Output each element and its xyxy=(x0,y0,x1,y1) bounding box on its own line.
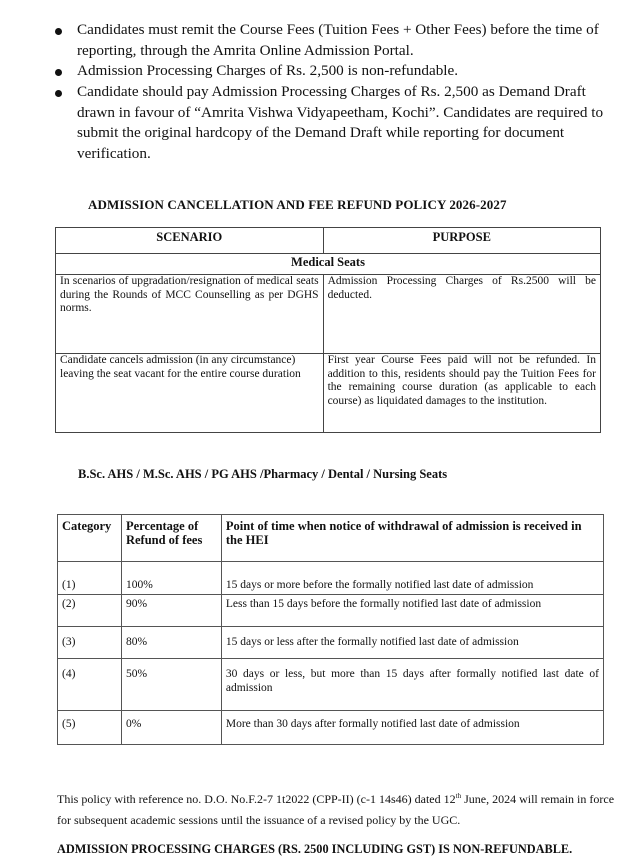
scenario-cell: In scenarios of upgradation/resignation of medical seats during the Rounds of MCC Counselling as per DGHS norms. xyxy=(56,275,324,354)
category-cell: (3) xyxy=(58,627,122,659)
percentage-cell: 80% xyxy=(121,627,221,659)
point-cell: More than 30 days after formally notified last date of admission xyxy=(221,711,603,745)
category-cell: (4) xyxy=(58,659,122,711)
non-refundable-note: ADMISSION PROCESSING CHARGES (RS. 2500 INCLUDING GST) IS NON-REFUNDABLE. xyxy=(57,842,573,856)
table-row xyxy=(58,562,604,595)
table-row xyxy=(58,595,604,627)
policy-reference-note xyxy=(57,786,617,831)
table-row xyxy=(58,659,604,711)
bullet-course-fees: Candidates must remit the Course Fees (Tuition Fees + Other Fees) before the time of reporting, through the Amrita Online Admission Portal. xyxy=(77,21,599,59)
purpose-cell: Admission Processing Charges of Rs.2500 will be deducted. xyxy=(323,275,600,354)
point-cell: 15 days or less after the formally notified last date of admission xyxy=(221,627,603,659)
table-row xyxy=(58,627,604,659)
table-header-row xyxy=(58,515,604,562)
column-header-purpose: PURPOSE xyxy=(323,228,600,254)
bullet-processing-charges: Admission Processing Charges of Rs. 2,500 is non-refundable. xyxy=(77,62,459,79)
table-row xyxy=(56,354,601,433)
percentage-cell: 100% xyxy=(121,562,221,595)
point-cell: Less than 15 days before the formally notified last date of admission xyxy=(221,595,603,627)
column-header-scenario: SCENARIO xyxy=(56,228,324,254)
category-cell: (1) xyxy=(58,562,122,595)
column-header-point-of-time: Point of time when notice of withdrawal of admission is received in the HEI xyxy=(221,515,603,562)
purpose-cell: First year Course Fees paid will not be refunded. In addition to this, residents should pay the Tuition Fees for the remaining course duration (as applicable to each course) as liquidated damages to the institution. xyxy=(323,354,600,433)
policy-reference-sup: th xyxy=(455,792,462,800)
table-row xyxy=(58,711,604,745)
policy-reference-text-end: June, 2024 will remain in force for subsequent academic sessions until the issuance of a revised policy by the UGC. xyxy=(57,792,615,827)
bullet-dot xyxy=(55,28,62,35)
medical-seats-table xyxy=(55,227,601,433)
bullet-dot xyxy=(55,69,62,76)
percentage-cell: 50% xyxy=(121,659,221,711)
ahs-seats-heading: B.Sc. AHS / M.Sc. AHS / PG AHS /Pharmacy / Dental / Nursing Seats xyxy=(78,467,448,481)
percentage-cell: 0% xyxy=(121,711,221,745)
table-header-row xyxy=(56,228,601,254)
bullet-demand-draft: Candidate should pay Admission Processing Charges of Rs. 2,500 as Demand Draft drawn in favour of “Amrita Vishwa Vidyapeetham, Kochi”. Candidates are required to submit the original hardcopy of the Demand Draft while reporting for document verification. xyxy=(77,83,604,162)
policy-reference-text: This policy with reference no. D.O. No.F.2-7 1t2022 (CPP-II) (c-1 14s46) dated 12 xyxy=(57,792,456,806)
column-header-category: Category xyxy=(58,515,122,562)
table-row xyxy=(56,275,601,354)
policy-heading: ADMISSION CANCELLATION AND FEE REFUND POLICY 2026-2027 xyxy=(88,197,507,212)
refund-table xyxy=(57,514,604,745)
bullet-dot xyxy=(55,90,62,97)
percentage-cell: 90% xyxy=(121,595,221,627)
scenario-cell: Candidate cancels admission (in any circumstance) leaving the seat vacant for the entire course duration xyxy=(56,354,324,433)
column-header-percentage: Percentage of Refund of fees xyxy=(121,515,221,562)
category-cell: (2) xyxy=(58,595,122,627)
category-cell: (5) xyxy=(58,711,122,745)
point-cell: 30 days or less, but more than 15 days after formally notified last date of admission xyxy=(221,659,603,711)
section-medical-seats: Medical Seats xyxy=(56,254,601,275)
section-row xyxy=(56,254,601,275)
point-cell: 15 days or more before the formally notified last date of admission xyxy=(221,562,603,595)
